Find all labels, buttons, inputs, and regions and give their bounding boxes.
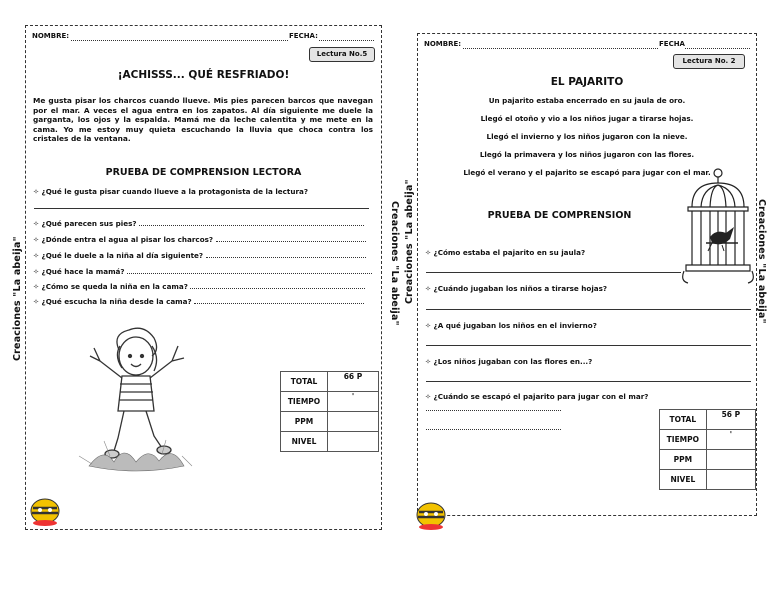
test-title: PRUEBA DE COMPRENSION LECTORA xyxy=(105,167,302,178)
total-value: 56 P xyxy=(706,410,755,430)
jumping-girl-puddle-icon xyxy=(74,316,199,476)
question-1: ✧ ¿Qué le gusta pisar cuando llueve a la protagonista de la lectura? xyxy=(33,187,309,196)
story-sentence-3: Llegó el invierno y los niños jugaron con la nieve. xyxy=(486,132,688,141)
story-sentence-2: Llegó el otoño y vio a los niños jugar a tirarse hojas. xyxy=(480,114,694,123)
question-2: ✧ ¿Qué parecen sus pies? xyxy=(33,219,364,228)
story-text: Me gusta pisar los charcos cuando llueve. Mis pies parecen barcos que navegan por el mar. A veces el agua entra en los zapatos. Al día siguiente me duele la garganta, los ojos y la espalda. Mamá me da leche calentita y me mete en la cama. Yo me estoy muy quieta escuchando la lluvia que choca contra los cristales de la ventana. xyxy=(33,96,373,144)
story-sentence-4: Llegó la primavera y los niños jugaron con las flores. xyxy=(479,150,695,159)
tiempo-value[interactable]: ' xyxy=(328,392,379,412)
answer-line-3[interactable] xyxy=(426,345,751,346)
story-title: ¡ACHISSS... QUÉ RESFRIADO! xyxy=(117,69,290,81)
score-table xyxy=(280,371,379,452)
nombre-label: NOMBRE: xyxy=(424,40,462,48)
tiempo-value[interactable]: ' xyxy=(706,430,755,450)
ppm-label: PPM xyxy=(660,450,707,470)
question-4: ✧ ¿Qué le duele a la niña al día siguiente? xyxy=(33,251,366,260)
test-title: PRUEBA DE COMPRENSION xyxy=(487,210,632,221)
ppm-label: PPM xyxy=(281,412,328,432)
score-table xyxy=(659,409,756,490)
question-5: ✧ ¿Qué hace la mamá? xyxy=(33,267,372,276)
question-3: ✧ ¿Dónde entra el agua al pisar los charcos? xyxy=(33,235,366,244)
side-credit-left: Creaciones "La abeija" xyxy=(404,179,415,304)
question-4: ✧ ¿Los niños jugaban con las flores en...? xyxy=(425,357,593,366)
bee-logo-icon xyxy=(414,500,448,530)
question-2: ✧ ¿Cuándo jugaban los niños a tirarse hojas? xyxy=(425,284,608,293)
side-credit-left: Creaciones "La abeija" xyxy=(12,236,23,361)
answer-line-5a[interactable] xyxy=(426,410,561,411)
total-label: TOTAL xyxy=(281,372,328,392)
worksheet-lectura-5 xyxy=(12,25,400,530)
side-credit-right: Creaciones "La abeija" xyxy=(756,199,767,324)
answer-line-2[interactable] xyxy=(426,309,751,310)
lectura-badge: Lectura No.5 xyxy=(309,47,375,62)
nivel-label: NIVEL xyxy=(281,432,328,452)
nivel-value[interactable] xyxy=(706,470,755,490)
fecha-label: FECHA: xyxy=(289,32,318,40)
fecha-line[interactable] xyxy=(319,40,374,41)
question-3: ✧ ¿A qué jugaban los niños en el invierno? xyxy=(425,321,597,330)
answer-line-5b[interactable] xyxy=(426,429,561,430)
question-6: ✧ ¿Cómo se queda la niña en la cama? xyxy=(33,282,365,291)
fecha-line[interactable] xyxy=(685,48,750,49)
ppm-value[interactable] xyxy=(706,450,755,470)
question-1: ✧ ¿Cómo estaba el pajarito en su jaula? xyxy=(425,248,586,257)
tiempo-label: TIEMPO xyxy=(281,392,328,412)
total-label: TOTAL xyxy=(660,410,707,430)
ppm-value[interactable] xyxy=(328,412,379,432)
nombre-line[interactable] xyxy=(71,40,288,41)
tiempo-label: TIEMPO xyxy=(660,430,707,450)
question-7: ✧ ¿Qué escucha la niña desde la cama? xyxy=(33,297,364,306)
worksheet-lectura-2 xyxy=(404,33,767,516)
side-credit-right: Creaciones "La abeija" xyxy=(389,201,400,326)
story-sentence-1: Un pajarito estaba encerrado en su jaula de oro. xyxy=(488,96,686,105)
total-value: 66 P xyxy=(328,372,379,392)
answer-line-4[interactable] xyxy=(426,381,751,382)
answer-line-1[interactable] xyxy=(34,208,369,209)
bee-logo-icon xyxy=(28,496,62,526)
story-title: EL PAJARITO xyxy=(550,76,624,88)
nivel-label: NIVEL xyxy=(660,470,707,490)
question-5: ✧ ¿Cuándo se escapó el pajarito para jugar con el mar? xyxy=(425,392,649,401)
story-sentence-5: Llegó el verano y el pajarito se escapó para jugar con el mar. xyxy=(463,168,711,177)
fecha-label: FECHA xyxy=(659,40,685,48)
lectura-badge: Lectura No. 2 xyxy=(673,54,745,69)
birdcage-icon xyxy=(682,167,754,289)
nivel-value[interactable] xyxy=(328,432,379,452)
nombre-label: NOMBRE: xyxy=(32,32,70,40)
nombre-line[interactable] xyxy=(463,48,658,49)
answer-line-1[interactable] xyxy=(426,272,681,273)
